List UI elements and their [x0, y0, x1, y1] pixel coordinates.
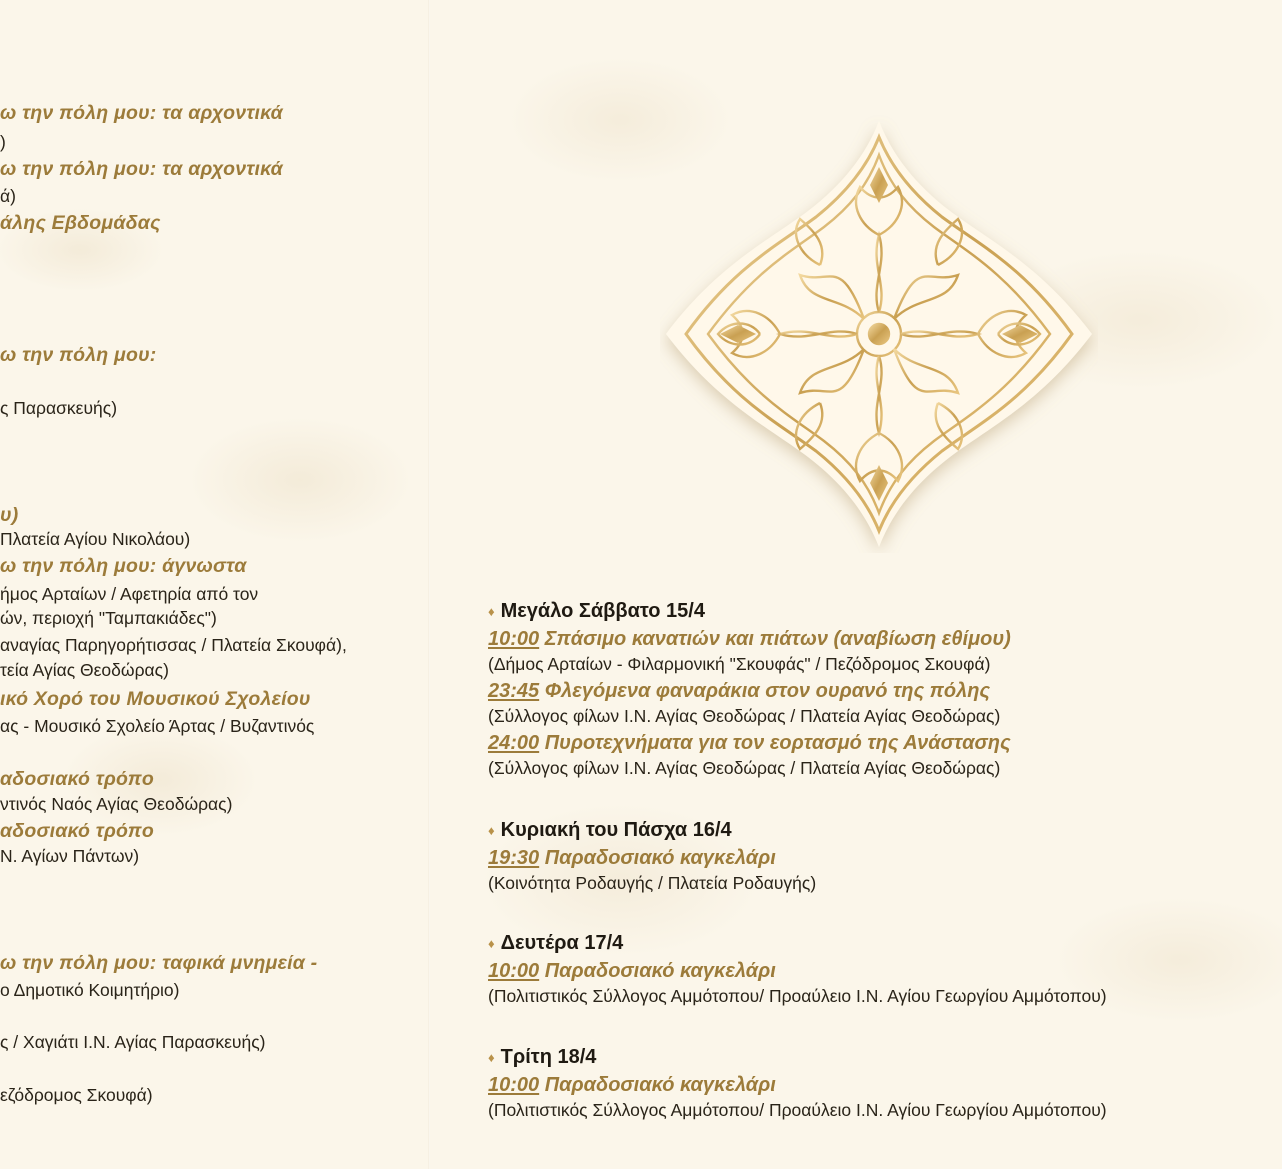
- event-name: Παραδοσιακό καγκελάρι: [544, 960, 776, 982]
- event-title-fragment: αδοσιακό τρόπο: [0, 820, 154, 842]
- diamond-bullet-icon: ♦: [488, 603, 495, 619]
- day-heading-label: Κυριακή του Πάσχα 16/4: [500, 818, 732, 841]
- event-details-fragment: Ν. Αγίων Πάντων): [0, 846, 140, 866]
- event-details: (Πολιτιστικός Σύλλογος Αμμότοπου/ Προαύλειο Ι.Ν. Αγίου Γεωργίου Αμμότοπου): [488, 1100, 1107, 1120]
- event-details-fragment: ας - Μουσικό Σχολείο Άρτας / Βυζαντινός: [0, 716, 315, 736]
- event-title: [488, 847, 816, 869]
- event-details: (Σύλλογος φίλων Ι.Ν. Αγίας Θεοδώρας / Πλατεία Αγίας Θεοδώρας): [488, 706, 1001, 726]
- event-time: 10:00: [488, 628, 540, 650]
- event-name: Παραδοσιακό καγκελάρι: [544, 1074, 776, 1096]
- event-title-fragment: υ): [0, 504, 19, 526]
- event-title: [488, 732, 1011, 754]
- day-heading-label: Μεγάλο Σάββατο 15/4: [500, 599, 705, 622]
- event-details-fragment: ών, περιοχή "Ταμπακιάδες"): [0, 608, 217, 628]
- event-details-fragment: τεία Αγίας Θεοδώρας): [0, 660, 169, 680]
- day-block: [488, 932, 1107, 1006]
- event-title-fragment: ω την πόλη μου: τα αρχοντικά: [0, 158, 283, 180]
- event-details: (Δήμος Αρταίων - Φιλαρμονική "Σκουφάς" / Πεζόδρομος Σκουφά): [488, 654, 991, 674]
- day-block: [488, 1046, 1107, 1120]
- event-details: (Κοινότητα Ροδαυγής / Πλατεία Ροδαυγής): [488, 873, 817, 893]
- diamond-bullet-icon: ♦: [488, 935, 495, 951]
- event-time: 19:30: [488, 847, 540, 869]
- event-title-fragment: ικό Χορό του Μουσικού Σχολείου: [0, 688, 311, 710]
- event-details-fragment: αναγίας Παρηγορήτισσας / Πλατεία Σκουφά),: [0, 635, 347, 655]
- event-details-fragment: ): [0, 132, 6, 152]
- gold-arabesque-ornament-icon: [660, 115, 1098, 553]
- event-title: [488, 680, 1011, 702]
- event-details-fragment: ντινός Ναός Αγίας Θεοδώρας): [0, 794, 233, 814]
- event-title: [488, 960, 1107, 982]
- event-name: Παραδοσιακό καγκελάρι: [544, 847, 776, 869]
- event-name: Φλεγόμενα φαναράκια στον ουρανό της πόλης: [544, 680, 991, 702]
- event-details-fragment: ά): [0, 186, 16, 206]
- event-details-fragment: ο Δημοτικό Κοιμητήριο): [0, 980, 180, 1000]
- day-heading: [488, 1046, 1107, 1068]
- diamond-bullet-icon: ♦: [488, 822, 495, 838]
- brochure-fold: [428, 0, 430, 1169]
- event-time: 23:45: [488, 680, 540, 702]
- event-title-fragment: άλης Εβδομάδας: [0, 212, 161, 234]
- event-details-fragment: εζόδρομος Σκουφά): [0, 1085, 153, 1105]
- event-details-fragment: Πλατεία Αγίου Νικολάου): [0, 529, 191, 549]
- day-block: [488, 600, 1011, 778]
- event-name: Πυροτεχνήματα για τον εορτασμό της Ανάστασης: [544, 732, 1011, 754]
- event-title-fragment: ω την πόλη μου:: [0, 344, 157, 366]
- event-details-fragment: ήμος Αρταίων / Αφετηρία από τον: [0, 584, 259, 604]
- event-title-fragment: αδοσιακό τρόπο: [0, 768, 154, 790]
- event-title-fragment: ω την πόλη μου: ταφικά μνημεία -: [0, 952, 318, 974]
- event-title: [488, 1074, 1107, 1096]
- event-title-fragment: ω την πόλη μου: άγνωστα: [0, 555, 247, 577]
- event-details-fragment: ς / Χαγιάτι Ι.Ν. Αγίας Παρασκευής): [0, 1032, 266, 1052]
- event-name: Σπάσιμο κανατιών και πιάτων (αναβίωση εθίμου): [544, 628, 1011, 650]
- event-title: [488, 628, 1011, 650]
- event-time: 10:00: [488, 1074, 540, 1096]
- event-details: (Σύλλογος φίλων Ι.Ν. Αγίας Θεοδώρας / Πλατεία Αγίας Θεοδώρας): [488, 758, 1001, 778]
- left-panel-schedule: [0, 0, 428, 1169]
- day-heading: [488, 932, 1107, 954]
- event-title-fragment: ω την πόλη μου: τα αρχοντικά: [0, 102, 283, 124]
- day-heading: [488, 819, 816, 841]
- event-details: (Πολιτιστικός Σύλλογος Αμμότοπου/ Προαύλειο Ι.Ν. Αγίου Γεωργίου Αμμότοπου): [488, 986, 1107, 1006]
- day-heading: [488, 600, 1011, 622]
- day-heading-label: Τρίτη 18/4: [500, 1045, 597, 1068]
- event-time: 24:00: [488, 732, 540, 754]
- event-details-fragment: ς Παρασκευής): [0, 398, 118, 418]
- diamond-bullet-icon: ♦: [488, 1049, 495, 1065]
- day-block: [488, 819, 816, 893]
- day-heading-label: Δευτέρα 17/4: [500, 931, 624, 954]
- event-time: 10:00: [488, 960, 540, 982]
